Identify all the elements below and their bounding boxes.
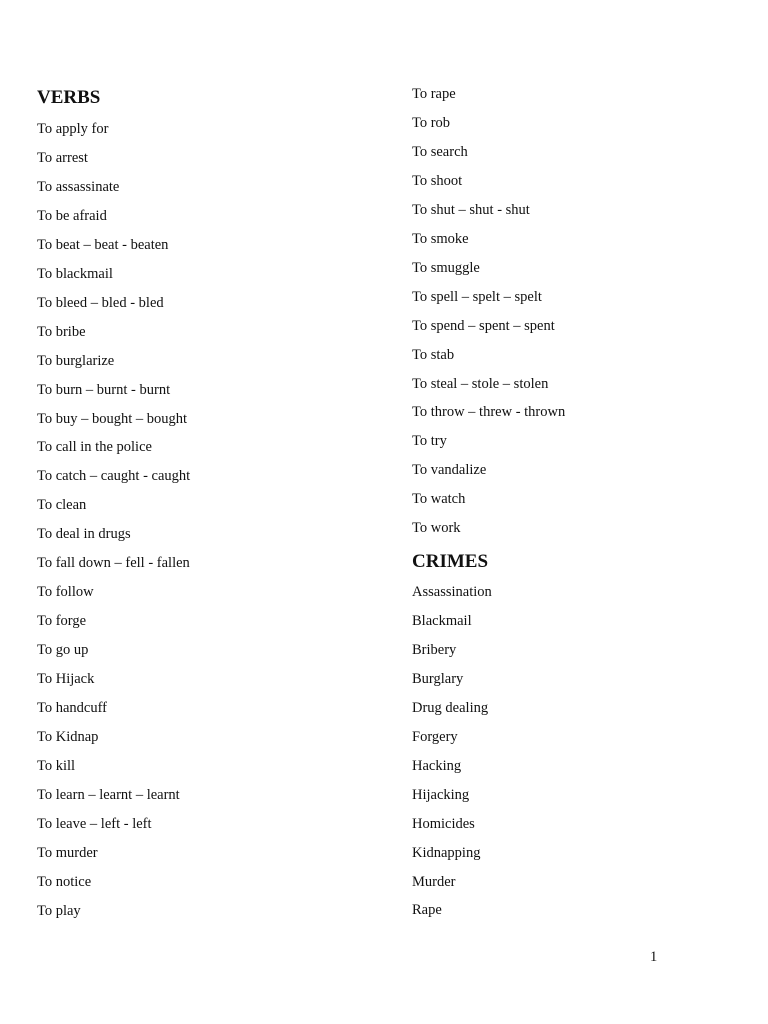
crime-item: Hijacking bbox=[412, 786, 470, 803]
crime-item: Bribery bbox=[412, 641, 457, 658]
verb-item: To rob bbox=[412, 114, 451, 131]
verb-item: To bleed – bled - bled bbox=[37, 294, 164, 311]
verb-item: To bribe bbox=[37, 323, 86, 340]
page-number: 1 bbox=[650, 949, 658, 965]
verbs-heading: VERBS bbox=[37, 87, 101, 108]
verb-item: To notice bbox=[37, 873, 92, 890]
verb-item: To work bbox=[412, 520, 461, 537]
verb-item: To kill bbox=[37, 757, 76, 774]
verb-item: To call in the police bbox=[37, 439, 152, 456]
crime-item: Kidnapping bbox=[412, 844, 481, 861]
crime-item: Hacking bbox=[412, 757, 462, 774]
crime-item: Murder bbox=[412, 873, 456, 890]
verb-item: To shut – shut - shut bbox=[412, 201, 530, 218]
verb-item: To vandalize bbox=[412, 462, 487, 479]
crime-item: Drug dealing bbox=[412, 699, 489, 716]
verb-item: To blackmail bbox=[37, 265, 113, 282]
verb-item: To murder bbox=[37, 844, 98, 861]
verb-item: To smuggle bbox=[412, 259, 480, 276]
verb-item: To handcuff bbox=[37, 700, 107, 716]
verb-item: To rape bbox=[412, 86, 456, 102]
verb-item: To burn – burnt - burnt bbox=[37, 381, 171, 398]
verb-item: To buy – bought – bought bbox=[37, 410, 188, 427]
verb-item: To deal in drugs bbox=[37, 526, 131, 543]
verb-item: To follow bbox=[37, 584, 94, 601]
verb-item: To burglarize bbox=[37, 352, 115, 369]
verb-item: To beat – beat - beaten bbox=[37, 236, 169, 253]
crime-item: Forgery bbox=[412, 728, 458, 745]
verb-item: To Kidnap bbox=[37, 728, 99, 745]
verb-item: To Hijack bbox=[37, 671, 95, 688]
verb-item: To leave – left - left bbox=[37, 815, 152, 832]
verb-item: To watch bbox=[412, 491, 466, 508]
crime-item: Burglary bbox=[412, 670, 464, 687]
verb-item: To learn – learnt – learnt bbox=[37, 786, 180, 803]
verb-item: To search bbox=[412, 143, 468, 160]
verb-item: To apply for bbox=[37, 121, 109, 137]
crime-item: Blackmail bbox=[412, 612, 472, 629]
verb-item: To go up bbox=[37, 642, 89, 659]
crime-item: Rape bbox=[412, 902, 442, 919]
verb-item: To shoot bbox=[412, 172, 463, 189]
verb-item: To fall down – fell - fallen bbox=[37, 555, 190, 572]
verb-item: To arrest bbox=[37, 149, 88, 166]
verb-item: To be afraid bbox=[37, 207, 107, 224]
verb-item: To forge bbox=[37, 613, 87, 630]
verb-item: To spend – spent – spent bbox=[412, 317, 555, 334]
crimes-heading: CRIMES bbox=[412, 551, 489, 572]
verb-item: To play bbox=[37, 902, 81, 919]
crime-item: Homicides bbox=[412, 815, 475, 832]
verb-item: To stab bbox=[412, 346, 455, 363]
verb-item: To steal – stole – stolen bbox=[412, 375, 549, 392]
verb-item: To try bbox=[412, 433, 447, 450]
crime-item: Assassination bbox=[412, 584, 492, 600]
verb-item: To clean bbox=[37, 497, 87, 514]
verb-item: To smoke bbox=[412, 230, 469, 247]
verb-item: To catch – caught - caught bbox=[37, 468, 191, 485]
verb-item: To spell – spelt – spelt bbox=[412, 288, 542, 305]
verb-item: To assassinate bbox=[37, 178, 120, 195]
verb-item: To throw – threw - thrown bbox=[412, 404, 566, 421]
